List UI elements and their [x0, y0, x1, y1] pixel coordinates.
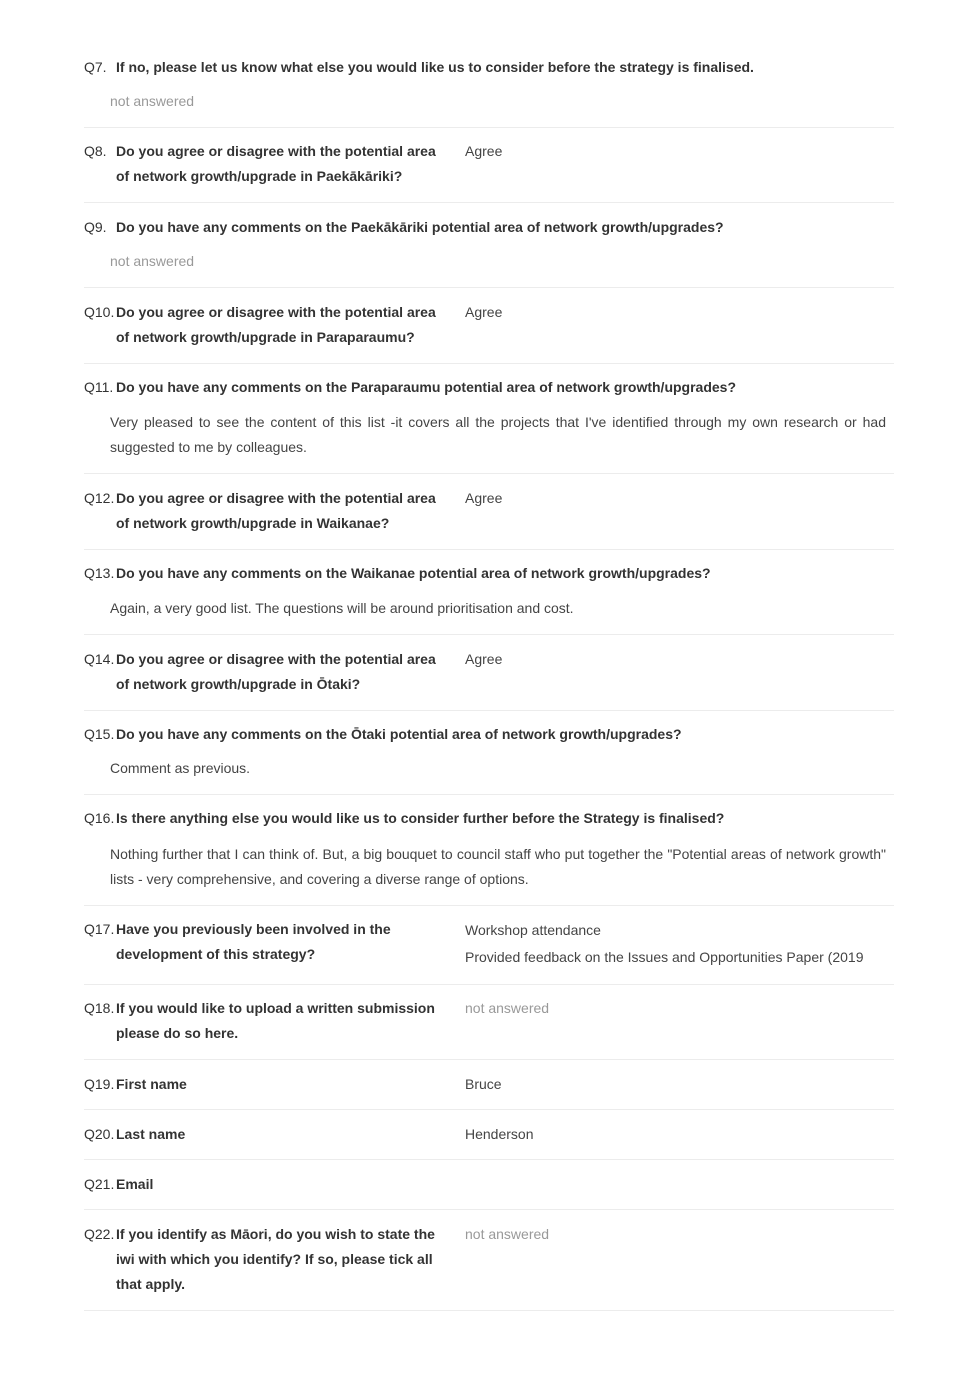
question-q13: [84, 561, 894, 635]
question-text: Have you previously been involved in the development of this strategy?: [116, 921, 391, 962]
question-number: Q21.: [84, 1176, 115, 1192]
question-text: If you identify as Māori, do you wish to state the iwi with which you identify? If so, please tick all that apply.: [116, 1226, 435, 1292]
answer-text: Again, a very good list. The questions will be around prioritisation and cost.: [110, 600, 574, 616]
question-q11: [84, 375, 894, 474]
answer-option: Provided feedback on the Issues and Opportunities Paper (2019: [465, 949, 864, 965]
answer-text: Henderson: [465, 1126, 534, 1142]
question-q19: [84, 1072, 894, 1110]
question-number: Q19.: [84, 1076, 115, 1092]
question-q12: [84, 486, 894, 550]
answer-list: [465, 917, 863, 971]
answer-option: Workshop attendance: [465, 922, 601, 938]
answer-text: not answered: [465, 1000, 550, 1016]
question-text: Do you agree or disagree with the potential area of network growth/upgrade in Waikanae?: [116, 490, 436, 531]
answer-text: Agree: [465, 651, 503, 667]
question-text: Email: [116, 1176, 154, 1192]
question-text: Do you agree or disagree with the potential area of network growth/upgrade in Ōtaki?: [116, 651, 436, 692]
question-q10: [84, 300, 894, 364]
question-text: Is there anything else you would like us to consider further before the Strategy is finalised?: [116, 810, 725, 826]
question-number: Q20.: [84, 1126, 115, 1142]
answer-text: Comment as previous.: [110, 760, 251, 776]
question-text: Do you have any comments on the Ōtaki potential area of network growth/upgrades?: [116, 726, 682, 742]
question-text: First name: [116, 1076, 187, 1092]
question-q7: [84, 55, 894, 128]
answer-text: not answered: [110, 253, 195, 269]
question-text: If no, please let us know what else you would like us to consider before the strategy is finalised.: [116, 59, 754, 75]
answer-text: Agree: [465, 143, 503, 159]
question-q18: [84, 996, 894, 1060]
question-text: Do you agree or disagree with the potential area of network growth/upgrade in Paraparaumu?: [116, 304, 436, 345]
question-number: Q18.: [84, 1000, 115, 1016]
answer-text: Very pleased to see the content of this list -it covers all the projects that I've identified through my own research or had suggested to me by colleagues.: [110, 414, 886, 455]
question-q17: [84, 917, 894, 985]
question-text: If you would like to upload a written submission please do so here.: [116, 1000, 435, 1041]
question-number: Q14.: [84, 651, 115, 667]
question-number: Q13.: [84, 565, 115, 581]
question-q14: [84, 647, 894, 711]
question-q8: [84, 139, 894, 203]
question-number: Q11.: [84, 379, 114, 395]
question-q20: [84, 1122, 894, 1160]
question-number: Q7.: [84, 59, 107, 75]
question-text: Do you have any comments on the Paekākāriki potential area of network growth/upgrades?: [116, 219, 724, 235]
answer-text: not answered: [110, 93, 195, 109]
question-q16: [84, 806, 894, 906]
question-q21: [84, 1172, 894, 1210]
question-text: Do you agree or disagree with the potential area of network growth/upgrade in Paekākāriki?: [116, 143, 436, 184]
question-text: Do you have any comments on the Paraparaumu potential area of network growth/upgrades?: [116, 379, 737, 395]
question-number: Q8.: [84, 143, 107, 159]
answer-text: Agree: [465, 490, 503, 506]
question-number: Q22.: [84, 1226, 115, 1242]
question-number: Q16.: [84, 810, 115, 826]
question-number: Q17.: [84, 921, 115, 937]
question-number: Q9.: [84, 219, 107, 235]
question-q9: [84, 215, 894, 288]
question-text: Do you have any comments on the Waikanae potential area of network growth/upgrades?: [116, 565, 711, 581]
question-number: Q15.: [84, 726, 115, 742]
answer-text: Bruce: [465, 1076, 502, 1092]
question-q15: [84, 722, 894, 795]
question-text: Last name: [116, 1126, 186, 1142]
question-number: Q10.: [84, 304, 115, 320]
answer-text: Nothing further that I can think of. But, a big bouquet to council staff who put together the "Potential areas of network growth" lists - very comprehensive, and covering a diverse range of options.: [110, 846, 886, 887]
answer-text: Agree: [465, 304, 503, 320]
answer-text: not answered: [465, 1226, 550, 1242]
question-number: Q12.: [84, 490, 115, 506]
question-q22: [84, 1222, 894, 1311]
